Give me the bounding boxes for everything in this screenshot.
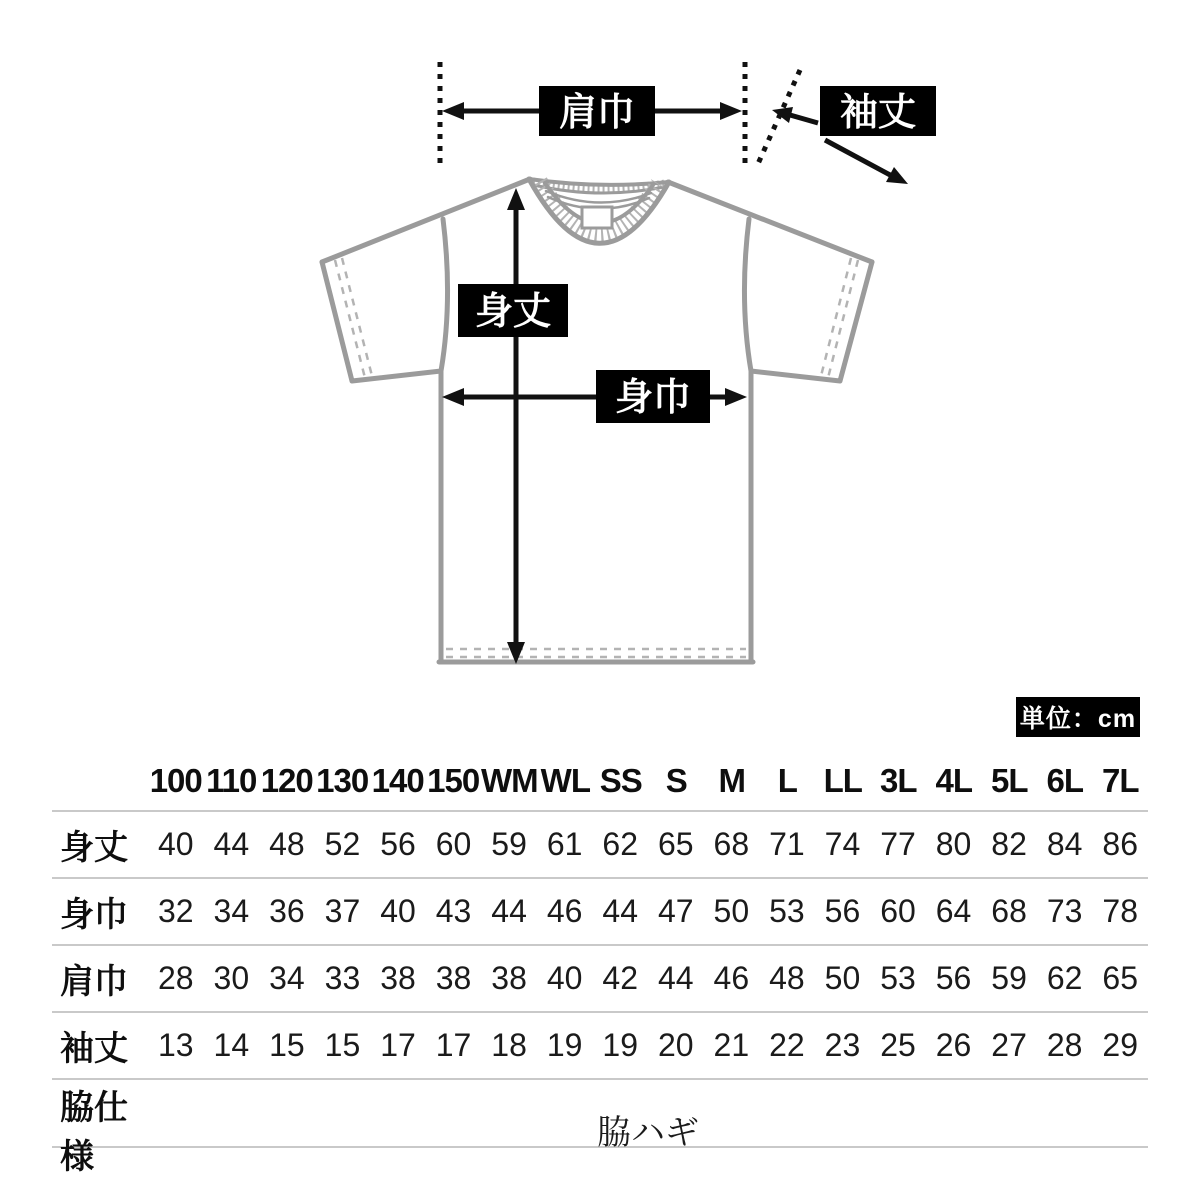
size-column-header: 140 bbox=[371, 762, 424, 799]
size-table bbox=[52, 752, 1148, 1176]
size-table-footer-row bbox=[52, 1080, 1148, 1176]
size-value-cell: 17 bbox=[435, 1027, 472, 1063]
size-column-header: M bbox=[718, 762, 746, 799]
arrowhead-right bbox=[725, 388, 747, 406]
size-value-cell: 30 bbox=[213, 960, 250, 996]
size-value-cell: 44 bbox=[213, 826, 250, 862]
size-value-cell: 43 bbox=[435, 893, 472, 929]
size-column-header: WL bbox=[540, 762, 590, 799]
size-value-cell: 56 bbox=[935, 960, 972, 996]
size-value-cell: 71 bbox=[769, 826, 805, 862]
size-value-cell: 78 bbox=[1102, 893, 1139, 929]
size-value-cell: 38 bbox=[491, 960, 527, 996]
size-value-cell: 46 bbox=[546, 893, 583, 929]
left-shoulder-seam bbox=[322, 179, 530, 262]
size-value-cell: 27 bbox=[991, 1027, 1027, 1063]
body-width-label-text: 身巾 bbox=[614, 377, 692, 419]
size-value-cell: 60 bbox=[435, 826, 472, 862]
arrowhead-up bbox=[507, 188, 525, 210]
size-value-cell: 15 bbox=[324, 1027, 361, 1063]
right-armhole bbox=[744, 219, 751, 371]
size-table-row bbox=[52, 946, 1148, 1013]
size-value-cell: 21 bbox=[713, 1027, 750, 1063]
body-length-label-text: 身丈 bbox=[474, 291, 552, 333]
size-value-cell: 17 bbox=[380, 1027, 416, 1063]
size-value-cell: 38 bbox=[380, 960, 416, 996]
size-column-header: 4L bbox=[935, 762, 973, 799]
size-value-cell: 22 bbox=[769, 1027, 805, 1063]
size-value-cell: 40 bbox=[546, 960, 583, 996]
size-value-cell: 64 bbox=[935, 893, 972, 929]
size-value-cell: 29 bbox=[1102, 1027, 1139, 1063]
size-column-header: WM bbox=[480, 762, 538, 799]
size-value-cell: 74 bbox=[824, 826, 861, 862]
size-value-cell: 28 bbox=[1046, 1027, 1083, 1063]
arrowhead-left bbox=[442, 388, 464, 406]
size-value-cell: 36 bbox=[269, 893, 305, 929]
size-value-cell: 48 bbox=[269, 826, 305, 862]
sleeve-length-label-text: 袖丈 bbox=[839, 92, 917, 134]
size-value-cell: 20 bbox=[657, 1027, 694, 1063]
size-value-cell: 40 bbox=[157, 826, 194, 862]
size-value-cell: 50 bbox=[824, 960, 861, 996]
size-value-cell: 82 bbox=[991, 826, 1027, 862]
row-label: 身巾 bbox=[60, 896, 128, 934]
size-column-header: L bbox=[777, 762, 797, 799]
size-value-cell: 44 bbox=[491, 893, 527, 929]
size-value-cell: 44 bbox=[602, 893, 639, 929]
size-value-cell: 47 bbox=[657, 893, 694, 929]
size-value-cell: 56 bbox=[380, 826, 416, 862]
size-value-cell: 15 bbox=[269, 1027, 305, 1063]
size-column-header: 130 bbox=[316, 762, 369, 799]
size-value-cell: 32 bbox=[157, 893, 194, 929]
row-label: 肩巾 bbox=[60, 963, 128, 1001]
arrowhead-right bbox=[720, 102, 742, 120]
size-value-cell: 37 bbox=[324, 893, 361, 929]
size-column-header: 3L bbox=[880, 762, 917, 799]
size-value-cell: 44 bbox=[657, 960, 694, 996]
neck-label-tag bbox=[582, 207, 612, 228]
sleeve-length-label bbox=[820, 86, 936, 136]
size-column-header: LL bbox=[823, 762, 862, 799]
size-value-cell: 59 bbox=[991, 960, 1027, 996]
size-value-cell: 18 bbox=[491, 1027, 527, 1063]
size-column-header: SS bbox=[599, 762, 642, 799]
size-value-cell: 26 bbox=[935, 1027, 972, 1063]
size-value-cell: 80 bbox=[935, 826, 972, 862]
left-cuff-stitch bbox=[335, 260, 365, 378]
size-value-cell: 25 bbox=[880, 1027, 916, 1063]
size-column-header: 5L bbox=[991, 762, 1028, 799]
shoulder-width-label bbox=[539, 86, 655, 136]
size-value-cell: 62 bbox=[1046, 960, 1083, 996]
size-value-cell: 42 bbox=[602, 960, 639, 996]
left-armhole bbox=[441, 219, 448, 371]
size-value-cell: 52 bbox=[324, 826, 361, 862]
size-value-cell: 48 bbox=[769, 960, 805, 996]
size-column-header: 6L bbox=[1046, 762, 1084, 799]
size-column-header: 150 bbox=[427, 762, 480, 799]
size-value-cell: 38 bbox=[435, 960, 472, 996]
size-column-header: 7L bbox=[1101, 762, 1139, 799]
size-value-cell: 53 bbox=[769, 893, 805, 929]
size-value-cell: 40 bbox=[380, 893, 416, 929]
size-table-row bbox=[52, 879, 1148, 946]
size-table-row bbox=[52, 812, 1148, 879]
size-value-cell: 53 bbox=[880, 960, 916, 996]
right-shoulder-seam bbox=[668, 182, 872, 262]
size-value-cell: 13 bbox=[157, 1027, 194, 1063]
size-value-cell: 62 bbox=[602, 826, 639, 862]
size-value-cell: 19 bbox=[602, 1027, 639, 1063]
size-value-cell: 59 bbox=[491, 826, 527, 862]
size-table-header bbox=[52, 752, 1148, 812]
size-value-cell: 23 bbox=[824, 1027, 861, 1063]
size-value-cell: 73 bbox=[1046, 893, 1083, 929]
size-value-cell: 28 bbox=[157, 960, 194, 996]
size-value-cell: 60 bbox=[880, 893, 916, 929]
shoulder-width-label-text: 肩巾 bbox=[558, 92, 636, 134]
size-value-cell: 65 bbox=[657, 826, 694, 862]
side-spec-value: 脇ハギ bbox=[597, 1113, 699, 1152]
size-column-header: 120 bbox=[260, 762, 313, 799]
size-value-cell: 56 bbox=[824, 893, 861, 929]
size-value-cell: 84 bbox=[1046, 826, 1083, 862]
size-value-cell: 14 bbox=[213, 1027, 250, 1063]
unit-label: 単位：cm bbox=[1016, 697, 1140, 737]
stitch-lines bbox=[335, 258, 858, 657]
size-value-cell: 77 bbox=[880, 826, 916, 862]
size-value-cell: 65 bbox=[1102, 960, 1139, 996]
size-value-cell: 61 bbox=[546, 826, 583, 862]
row-label: 身丈 bbox=[60, 829, 128, 867]
size-column-header: S bbox=[665, 762, 687, 799]
size-value-cell: 33 bbox=[324, 960, 361, 996]
size-value-cell: 46 bbox=[713, 960, 750, 996]
size-column-header: 110 bbox=[206, 762, 257, 799]
size-value-cell: 34 bbox=[269, 960, 305, 996]
size-value-cell: 68 bbox=[991, 893, 1027, 929]
body-width-label bbox=[596, 370, 710, 423]
size-table-body bbox=[52, 812, 1148, 1080]
body-length-label bbox=[458, 284, 568, 337]
arrowhead-left bbox=[442, 102, 464, 120]
arrowhead-upleft bbox=[772, 107, 793, 123]
row-label: 脇仕様 bbox=[60, 1089, 128, 1176]
size-column-header: 100 bbox=[149, 762, 202, 799]
body-length-arrow bbox=[507, 188, 525, 664]
collar bbox=[529, 179, 669, 243]
size-table-row bbox=[52, 1013, 1148, 1080]
size-value-cell: 19 bbox=[546, 1027, 583, 1063]
size-value-cell: 50 bbox=[713, 893, 750, 929]
size-value-cell: 34 bbox=[213, 893, 250, 929]
size-value-cell: 86 bbox=[1102, 826, 1139, 862]
row-label: 袖丈 bbox=[60, 1030, 128, 1068]
size-value-cell: 68 bbox=[713, 826, 750, 862]
